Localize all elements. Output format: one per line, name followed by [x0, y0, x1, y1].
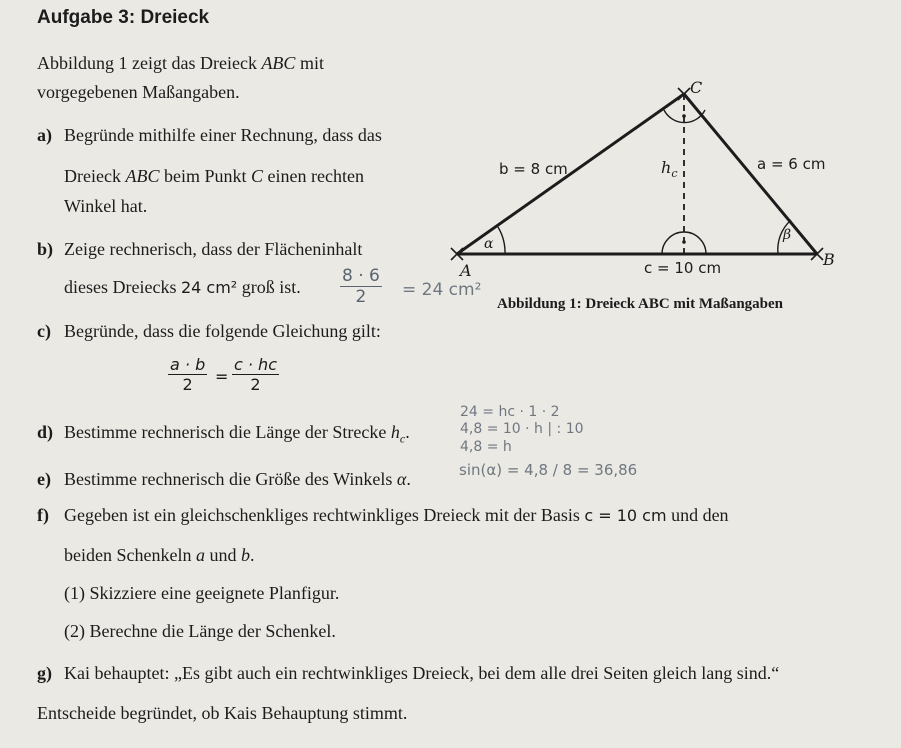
intro-line-1: Abbildung 1 zeigt das Dreieck ABC mit [37, 53, 324, 73]
task-a-label: a) [37, 125, 52, 145]
intro-line-2: vorgegebenen Maßangaben. [37, 82, 240, 102]
side-c-label: c = 10 cm [644, 259, 722, 277]
task-b-line-2: dieses Dreiecks 24 cm² groß ist. [64, 277, 301, 297]
point-a-label: A [460, 261, 472, 280]
task-g-line-1: Kai behauptet: „Es gibt auch ein rechtwinkliges Dreieck, bei dem alle drei Seiten gleich lang sind.“ [64, 663, 780, 683]
point-b-label: B [823, 250, 835, 269]
side-b-line [457, 94, 684, 254]
formula-left-fraction: $\frac{a \cdot b}{2}$ [170, 355, 206, 394]
task-title: Aufgabe 3: Dreieck [37, 7, 210, 28]
task-f-line-2: beiden Schenkeln a und b. [64, 545, 255, 565]
side-b-label: b = 8 cm [499, 160, 568, 178]
angle-beta-label: β [783, 227, 792, 243]
side-a-label: a = 6 cm [757, 155, 826, 173]
task-f-sub-1: (1) Skizziere eine geeignete Planfigur. [64, 583, 340, 603]
handwritten-result-b: = 24 cm² [402, 280, 482, 300]
task-c-label: c) [37, 321, 51, 341]
formula-equals: = [215, 367, 229, 386]
handwritten-e-line: sin(α) = 4,8 / 8 = 36,86 [459, 461, 638, 479]
handwritten-d-line-3: 4,8 = h [460, 439, 512, 455]
figure-caption: Abbildung 1: Dreieck ABC mit Maßangaben [497, 296, 784, 312]
task-d-text: Bestimme rechnerisch die Länge der Strecke $h_c$. [64, 422, 410, 446]
task-a-line-3: Winkel hat. [64, 196, 148, 216]
task-f-label: f) [37, 505, 49, 525]
task-e-label: e) [37, 469, 51, 489]
formula-right-fraction: $\frac{c \cdot hc}{2}$ [234, 355, 277, 394]
task-e-text: Bestimme rechnerisch die Größe des Winkels α. [64, 469, 411, 489]
task-a-line-1: Begründe mithilfe einer Rechnung, dass das [64, 125, 382, 145]
task-c-text: Begründe, dass die folgende Gleichung gilt: [64, 321, 381, 341]
angle-alpha-label: α [484, 236, 494, 252]
task-f-line-1: Gegeben ist ein gleichschenkliges rechtwinkliges Dreieck mit der Basis c = 10 cm und den [64, 505, 729, 525]
height-label: $h_c$ [661, 158, 678, 180]
task-f-sub-2: (2) Berechne die Länge der Schenkel. [64, 621, 336, 641]
task-g-label: g) [37, 663, 52, 683]
handwritten-d-line-2: 4,8 = 10 · h | : 10 [460, 421, 584, 437]
task-d-label: d) [37, 422, 54, 442]
task-g-line-2: Entscheide begründet, ob Kais Behauptung stimmt. [37, 703, 408, 723]
side-a-line [684, 94, 817, 254]
task-a-line-2: Dreieck ABC beim Punkt C einen rechten [64, 166, 364, 186]
handwritten-d-line-1: 24 = hc · 1 · 2 [460, 404, 560, 420]
task-b-label: b) [37, 239, 54, 259]
angle-alpha-arc [498, 227, 505, 254]
point-c-label: C [690, 78, 703, 97]
handwritten-fraction-b: $\frac{8 \cdot 6}{2}$ [342, 266, 380, 307]
task-b-line-1: Zeige rechnerisch, dass der Flächeninhalt [64, 239, 363, 259]
